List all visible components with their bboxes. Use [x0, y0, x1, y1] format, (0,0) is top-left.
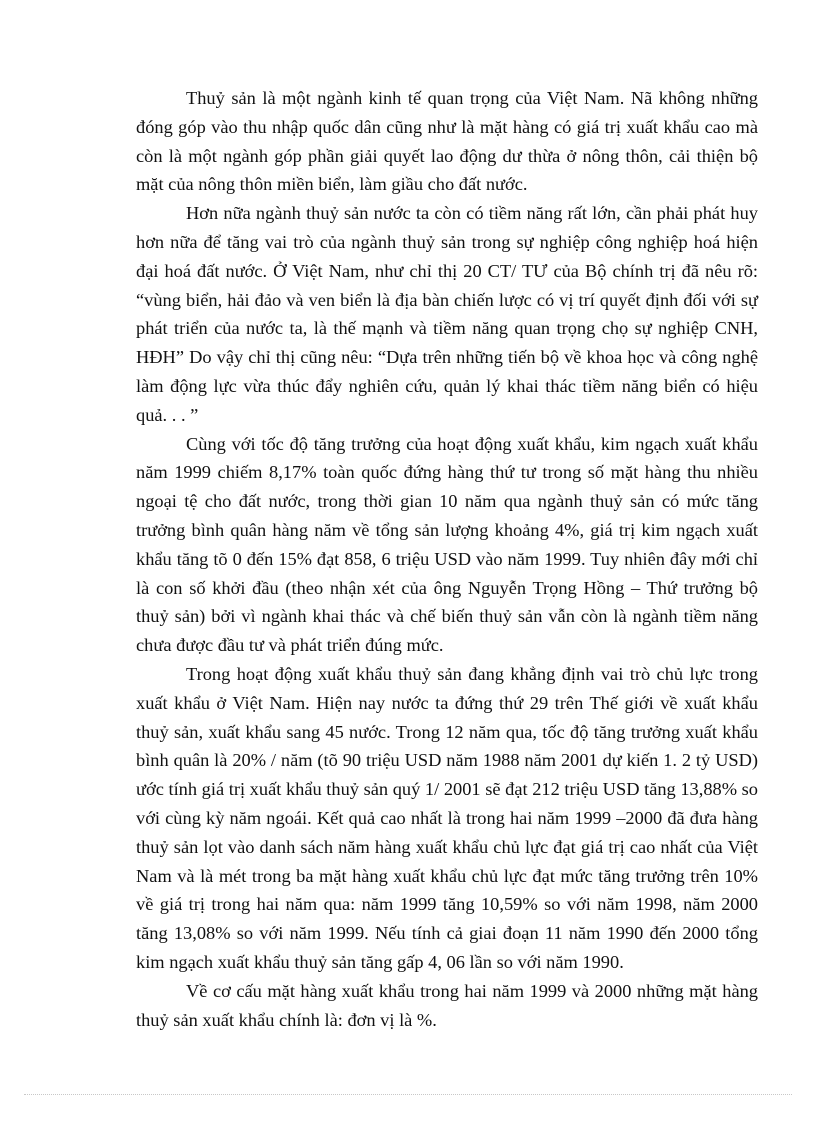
paragraph-4: Trong hoạt động xuất khẩu thuỷ sản đang khẳng định vai trò chủ lực trong xuất khẩu ở Việt Nam. Hiện nay nước ta đứng thứ 29 trên Thế giới về xuất khẩu thuỷ sản, xuất khẩu sang 45 nước. Trong 12 năm qua, tốc độ tăng trưởng xuất khẩu bình quân là 20% / năm (tõ 90 triệu USD năm 1988 năm 2001 dự kiến 1. 2 tỷ USD) ước tính giá trị xuất khẩu thuỷ sản quý 1/ 2001 sẽ đạt 212 triệu USD tăng 13,88% so với cùng kỳ năm ngoái. Kết quả cao nhất là trong hai năm 1999 –2000 đã đưa hàng thuỷ sản lọt vào danh sách năm hàng xuất khẩu chủ lực đạt giá trị cao nhất của Việt Nam và là mét trong ba mặt hàng xuất khẩu chủ lực đạt mức tăng trưởng trên 10% về giá trị trong hai năm qua: năm 1999 tăng 10,59% so với năm 1998, năm 2000 tăng 13,08% so với năm 1999. Nếu tính cả giai đoạn 11 năm 1990 đến 2000 tổng kim ngạch xuất khẩu thuỷ sản tăng gấp 4, 06 lần so với năm 1990. [136, 663, 758, 972]
paragraph-2: Hơn nữa ngành thuỷ sản nước ta còn có tiềm năng rất lớn, cần phải phát huy hơn nữa để tăng vai trò của ngành thuỷ sản trong sự nghiệp công nghiệp hoá hiện đại hoá đất nước. Ở Việt Nam, như chỉ thị 20 CT/ TƯ của Bộ chính trị đã nêu rõ: “vùng biển, hải đảo và ven biển là địa bàn chiến lược có vị trí quyết định đối với sự phát triển của nước ta, là thế mạnh và tiềm năng quan trọng chọ sự nghiệp CNH, HĐH” Do vậy chỉ thị cũng nêu: “Dựa trên những tiến bộ về khoa học và công nghệ làm động lực vừa thúc đẩy nghiên cứu, quản lý khai thác tiềm năng biển có hiệu quả. . . ” [136, 203, 758, 425]
paragraph-5: Về cơ cấu mặt hàng xuất khẩu trong hai năm 1999 và 2000 những mặt hàng thuỷ sản xuất khẩu chính là: đơn vị là %. [136, 980, 758, 1030]
document-body [136, 84, 758, 1034]
page-bottom-divider [24, 1094, 792, 1095]
paragraph-3: Cùng với tốc độ tăng trưởng của hoạt động xuất khẩu, kim ngạch xuất khẩu năm 1999 chiếm 8,17% toàn quốc đứng hàng thứ tư trong số mặt hàng thu nhiều ngoại tệ cho đất nước, trong thời gian 10 năm qua ngành thuỷ sản có mức tăng trưởng bình quân hàng năm về tổng sản lượng khoảng 4%, giá trị kim ngạch xuất khẩu tăng tõ 0 đến 15% đạt 858, 6 triệu USD vào năm 1999. Tuy nhiên đây mới chỉ là con số khởi đầu (theo nhận xét của ông Nguyễn Trọng Hồng – Thứ trưởng bộ thuỷ sản) bởi vì ngành khai thác và chế biến thuỷ sản vẫn còn là ngành tiềm năng chưa được đầu tư và phát triển đúng mức. [136, 433, 758, 656]
paragraph-1: Thuỷ sản là một ngành kinh tế quan trọng của Việt Nam. Nã không những đóng góp vào thu nhập quốc dân cũng như là mặt hàng có giá trị xuất khẩu cao mà còn là một ngành góp phần giải quyết lao động dư thừa ở nông thôn, cải thiện bộ mặt của nông thôn miền biển, làm giầu cho đất nước. [136, 88, 758, 195]
